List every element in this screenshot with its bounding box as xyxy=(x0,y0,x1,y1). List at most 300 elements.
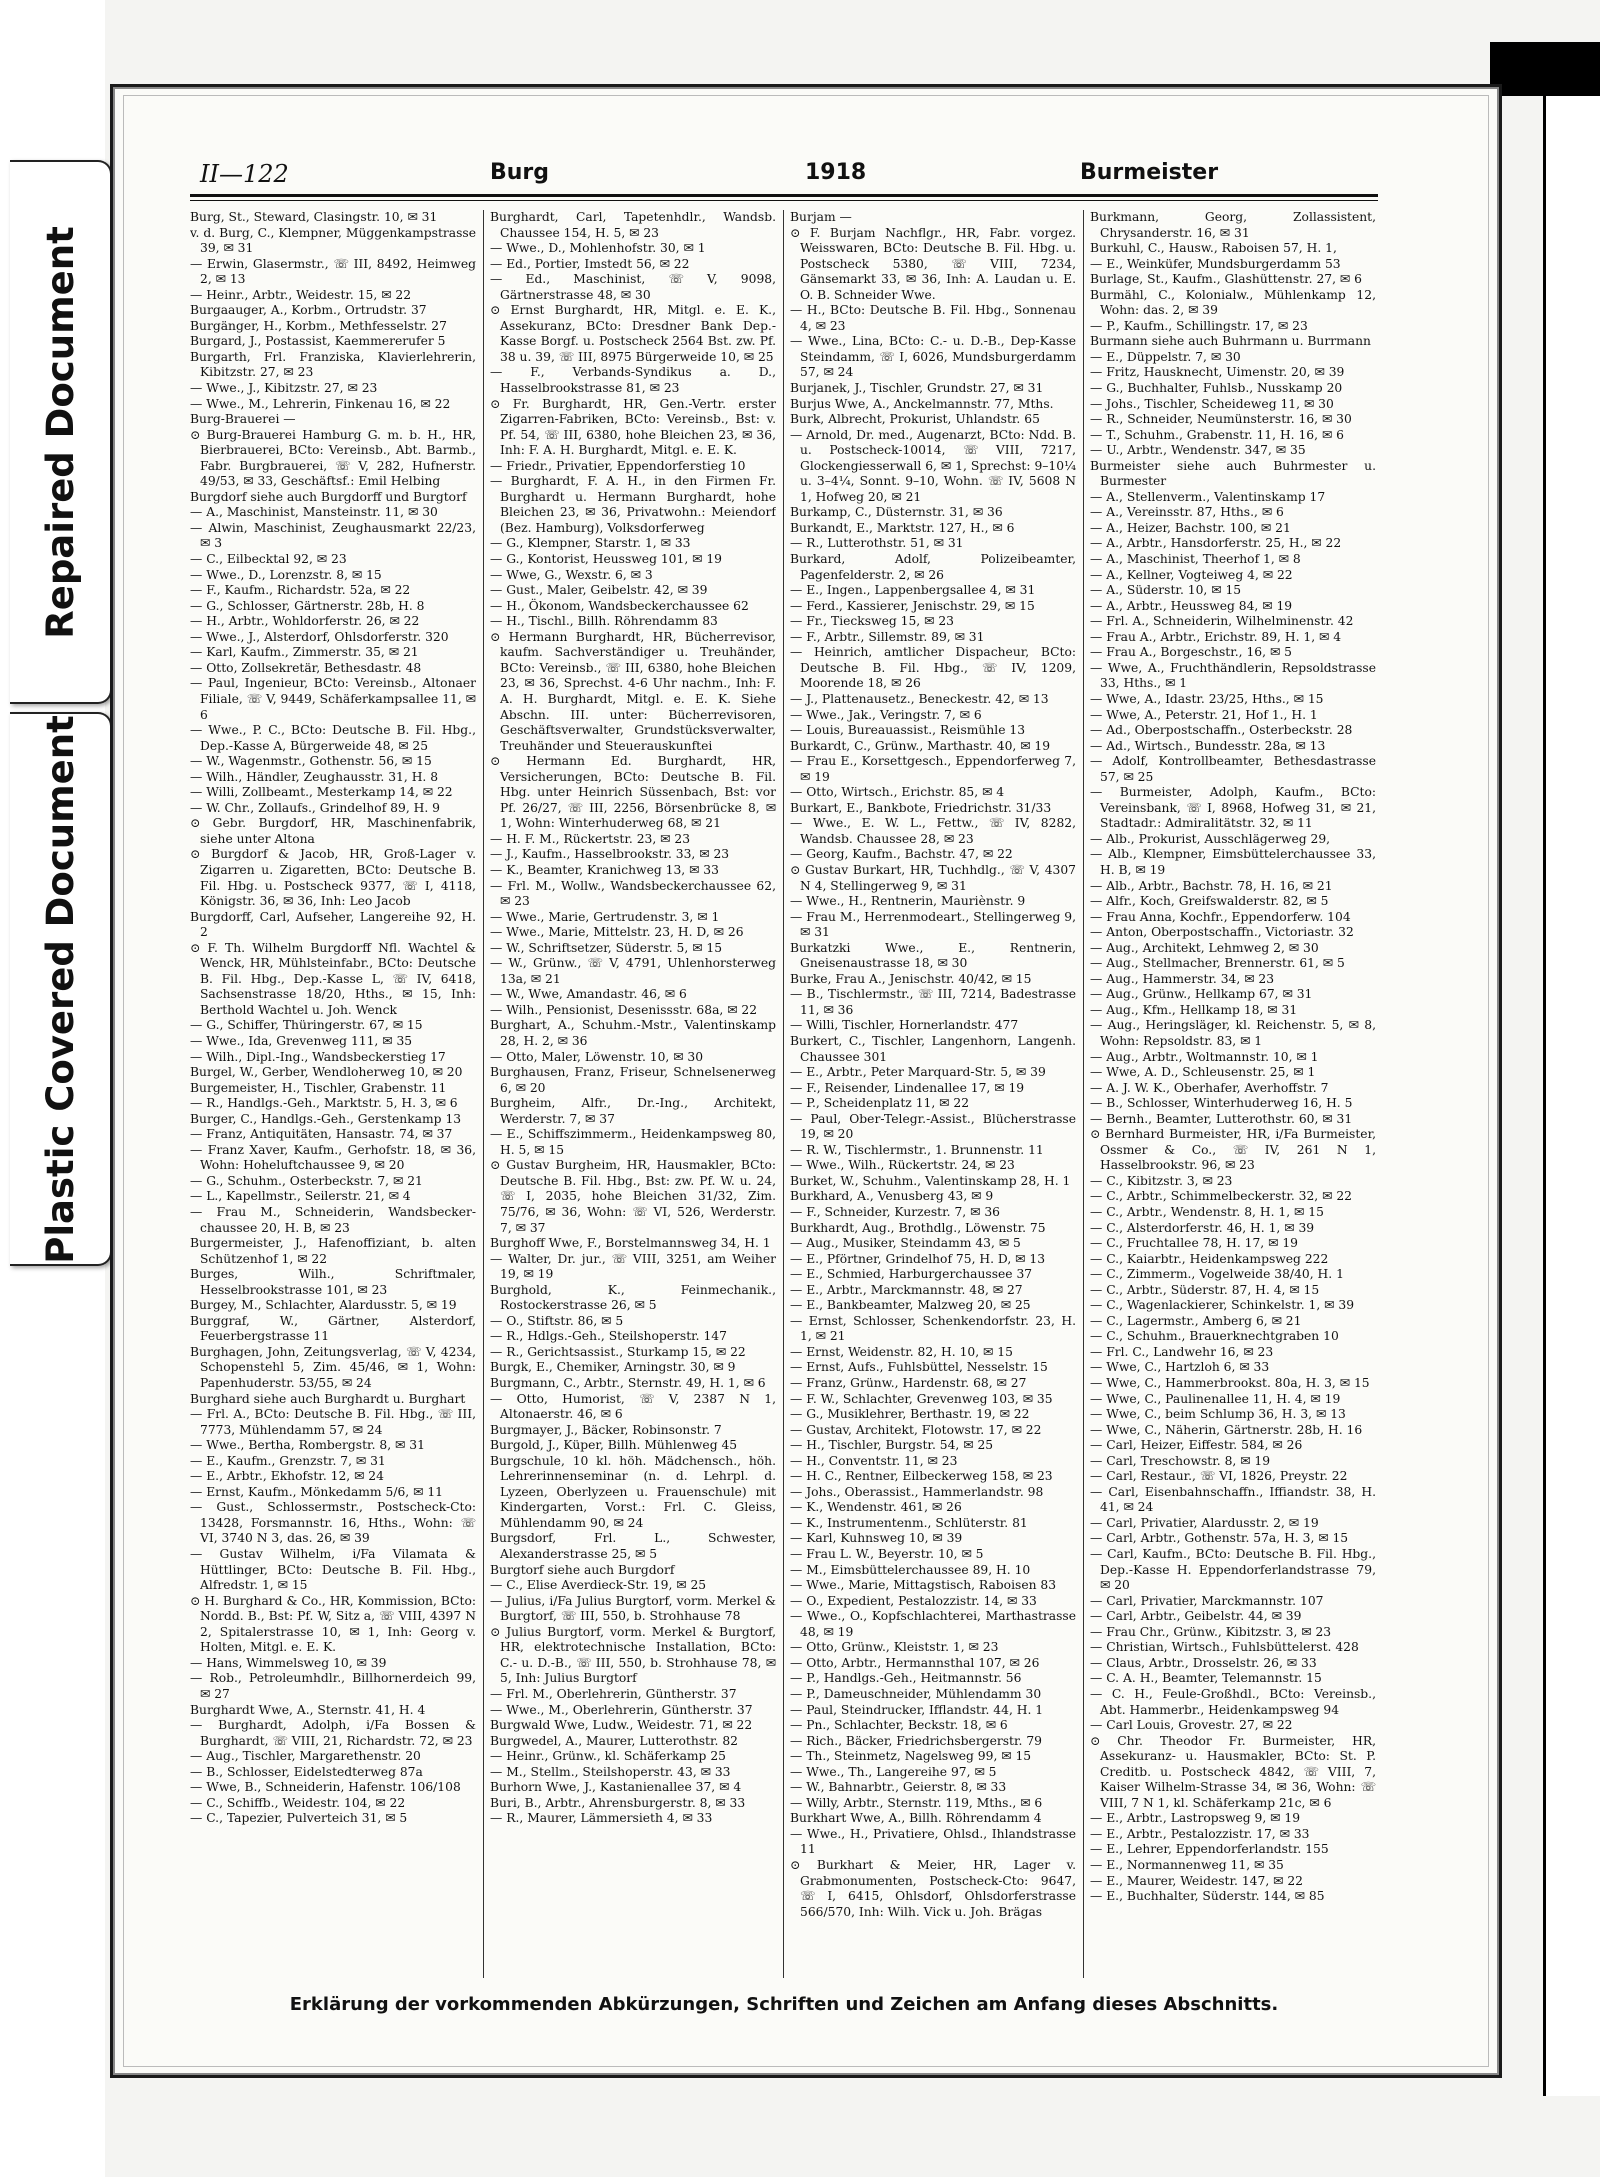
directory-entry: — W., Schriftsetzer, Süderstr. 5, ✉ 15 xyxy=(490,940,723,955)
directory-entry: — A., Süderstr. 10, ✉ 15 xyxy=(1090,583,1242,598)
directory-entry: — Gustav, Architekt, Flotowstr. 17, ✉ 22 xyxy=(790,1422,1042,1437)
directory-entry: ⊙ Burgdorf & Jacob, HR, Groß-Lager v. Zigarren u. Zigaretten, BCto: Deutsche B. Fil. Hbg. u. Postscheck 9377, ☏ I, 4118, Königstr. 36, ✉ 36, Inh: Leo Jacob xyxy=(190,847,476,909)
directory-entry: — F., Kaufm., Richardstr. 52a, ✉ 22 xyxy=(190,583,411,598)
directory-entry: — Pn., Schlachter, Beckstr. 18, ✉ 6 xyxy=(790,1718,1008,1733)
directory-entry: — Burghardt, Adolph, i/Fa Bossen & Burghardt, ☏ VIII, 21, Richardstr. 72, ✉ 23 xyxy=(190,1718,476,1748)
directory-entry: ⊙ Fr. Burghardt, HR, Gen.-Vertr. erster Zigarren-Fabriken, BCto: Vereinsb., Bst: v. Pf. 54, ☏ III, 6380, hohe Bleichen 23, ✉ 36, Inh: F. A. H. Burghardt, Mitgl. e. E. K. xyxy=(490,396,776,458)
directory-entry: — Frau Chr., Grünw., Kibitzstr. 3, ✉ 23 xyxy=(1090,1624,1332,1639)
directory-entry: — C., Alsterdorferstr. 46, H. 1, ✉ 39 xyxy=(1090,1220,1315,1235)
directory-entry: — Hans, Wimmelsweg 10, ✉ 39 xyxy=(190,1655,387,1670)
directory-entry: — Ferd., Kassierer, Jenischstr. 29, ✉ 15 xyxy=(790,598,1035,613)
directory-entry: Burgermeister, J., Hafenoffiziant, b. alten Schützenhof 1, ✉ 22 xyxy=(190,1236,476,1266)
directory-entry: — Alfr., Koch, Greifswalderstr. 82, ✉ 5 xyxy=(1090,894,1329,909)
directory-entry: — Heinr., Grünw., kl. Schäferkamp 25 xyxy=(490,1749,726,1764)
directory-entry: — A., Heizer, Bachstr. 100, ✉ 21 xyxy=(1090,520,1291,535)
directory-entry: — Frl. C., Landwehr 16, ✉ 23 xyxy=(1090,1344,1274,1359)
directory-entry: Burkamp, C., Düsternstr. 31, ✉ 36 xyxy=(790,505,1003,520)
directory-entry: — A., Maschinist, Theerhof 1, ✉ 8 xyxy=(1090,552,1301,567)
directory-entry: — Carl, Privatier, Marckmannstr. 107 xyxy=(1090,1593,1324,1608)
directory-entry: Burkart, E., Bankbote, Friedrichstr. 31/33 xyxy=(790,800,1052,815)
directory-entry: — F., Arbtr., Sillemstr. 89, ✉ 31 xyxy=(790,629,985,644)
directory-entry: — Franz, Antiquitäten, Hansastr. 74, ✉ 37 xyxy=(190,1127,453,1142)
directory-entry: — Carl, Kaufm., BCto: Deutsche B. Fil. Hbg., Dep.-Kasse H. Eppendorferlandstrasse 79, ✉ 20 xyxy=(1090,1547,1376,1593)
directory-entry: — Aug., Stellmacher, Brennerstr. 61, ✉ 5 xyxy=(1090,956,1345,971)
directory-entry: Burghagen, John, Zeitungsverlag, ☏ V, 4234, Schopenstehl 5, Zim. 45/46, ✉ 1, Wohn: Papenhuderstr. 53/55, ✉ 24 xyxy=(190,1344,476,1391)
directory-entry: Burgwedel, A., Maurer, Lutterothstr. 82 xyxy=(490,1733,738,1748)
directory-entry: — E., Schmied, Harburgerchaussee 37 xyxy=(790,1267,1033,1282)
directory-entry: — Burghardt, F. A. H., in den Firmen Fr. Burghardt u. Hermann Burghardt, hohe Bleichen 23, ✉ 36, Privatwohn.: Meiendorf (Bez. Hamburg), Volksdorferweg xyxy=(490,474,776,535)
directory-entry: — C. A. H., Beamter, Telemannstr. 15 xyxy=(1090,1671,1322,1686)
directory-entry: — H. C., Rentner, Eilbeckerweg 158, ✉ 23 xyxy=(790,1469,1053,1484)
directory-entry: — Willi, Tischler, Hornerlandstr. 477 xyxy=(790,1018,1019,1033)
directory-entry: — Carl, Privatier, Alardusstr. 2, ✉ 19 xyxy=(1090,1515,1319,1530)
directory-entry: — Fr., Tiecksweg 15, ✉ 23 xyxy=(790,614,954,629)
directory-entry: Burggraf, W., Gärtner, Alsterdorf, Feuerbergstrasse 11 xyxy=(190,1313,476,1344)
directory-entry: Burjam — xyxy=(790,210,852,224)
directory-entry: — Otto, Wirtsch., Erichstr. 85, ✉ 4 xyxy=(790,785,1005,800)
directory-entry: — Aug., Grünw., Hellkamp 67, ✉ 31 xyxy=(1090,987,1313,1002)
directory-entry: — R., Hdlgs.-Geh., Steilshoperstr. 147 xyxy=(490,1329,727,1344)
directory-entry: — Wwe., Jak., Veringstr. 7, ✉ 6 xyxy=(790,707,982,722)
directory-entry: ⊙ H. Burghard & Co., HR, Kommission, BCto: Nordd. B., Bst: Pf. W, Sitz a, ☏ VIII, 4397 N 2, Spitalerstrasse 10, ✉ 1, Inh: Georg v. Holten, Mitgl. e. E. K. xyxy=(190,1593,476,1655)
directory-entry: — Ed., Maschinist, ☏ V, 9098, Gärtnerstrasse 48, ✉ 30 xyxy=(490,272,776,302)
directory-entry: — Franz Xaver, Kaufm., Gerhofstr. 18, ✉ 36, Wohn: Hoheluftchaussee 9, ✉ 20 xyxy=(190,1142,476,1173)
directory-entry: — Aug., Musiker, Steindamm 43, ✉ 5 xyxy=(790,1236,1021,1251)
directory-entry: — Frau M., Schneiderin, Wandsbecker-chaussee 20, H. B, ✉ 23 xyxy=(190,1205,476,1235)
directory-entry: — A., Arbtr., Heussweg 84, ✉ 19 xyxy=(1090,598,1293,613)
directory-entry: — Otto, Arbtr., Hermannsthal 107, ✉ 26 xyxy=(790,1655,1040,1670)
directory-entry: — Wwe., D., Mohlenhofstr. 30, ✉ 1 xyxy=(490,241,706,256)
directory-entry: — Claus, Arbtr., Drosselstr. 26, ✉ 33 xyxy=(1090,1655,1317,1670)
directory-entry: ⊙ Gebr. Burgdorf, HR, Maschinenfabrik, siehe unter Altona xyxy=(190,816,476,846)
directory-entry: — A., Kellner, Vogteiweg 4, ✉ 22 xyxy=(1090,567,1293,582)
directory-entry: — Anton, Oberpostschaffn., Victoriastr. 32 xyxy=(1090,925,1354,940)
directory-entry: — Th., Steinmetz, Nagelsweg 99, ✉ 15 xyxy=(790,1749,1032,1764)
directory-entry: — Carl, Heizer, Eiffestr. 584, ✉ 26 xyxy=(1090,1438,1303,1453)
directory-entry: Burmähl, C., Kolonialw., Mühlenkamp 12, Wohn: das. 2, ✉ 39 xyxy=(1090,287,1376,318)
directory-entry: Burk, Albrecht, Prokurist, Uhlandstr. 65 xyxy=(790,412,1040,427)
directory-entry: — H., Conventstr. 11, ✉ 23 xyxy=(790,1453,958,1468)
directory-entry: ⊙ Burg-Brauerei Hamburg G. m. b. H., HR, Bierbrauerei, BCto: Vereinsb., Abt. Barmb., Fabr. Burgbrauerei, ☏ V, 282, Hufnerstr. 49/53, ✉ 33, Geschäftsf.: Emil Helbing xyxy=(190,427,476,489)
directory-entry: — G., Buchhalter, Fuhlsb., Nusskamp 20 xyxy=(1090,381,1343,396)
directory-entry: — F., Verbands-Syndikus a. D., Hasselbrookstrasse 81, ✉ 23 xyxy=(490,365,776,396)
repaired-document-tab xyxy=(10,160,112,704)
directory-entry: Burgänger, H., Korbm., Methfesselstr. 27 xyxy=(190,318,447,333)
directory-entry: — Bernh., Beamter, Lutterothstr. 60, ✉ 31 xyxy=(1090,1111,1353,1126)
directory-entry: — P., Kaufm., Schillingstr. 17, ✉ 23 xyxy=(1090,318,1308,333)
directory-entry: — Wwe, C., beim Schlump 36, H. 3, ✉ 13 xyxy=(1090,1407,1346,1422)
scan-edge-right xyxy=(1543,96,1600,2096)
abbreviations-note: Erklärung der vorkommenden Abkürzungen, Schriften und Zeichen am Anfang dieses Abschnitts. xyxy=(289,1994,1279,2015)
directory-entry: ⊙ Hermann Burghardt, HR, Bücherrevisor, kaufm. Sachverständiger u. Treuhänder, BCto: Vereinsb., ☏ III, 6380, hohe Bleichen 23, ✉ 36, Sprechst. 4-6 Uhr nachm., Inh: F. A. H. Burghardt, Mitgl. e. E. K. Siehe Abschn. III. unter: Bücherrevisoren, Geschäftsverwalter, Grundstücksverwalter, Treuhänder und Steuerauskunftei xyxy=(490,629,776,753)
directory-entry: — H., Tischler, Burgstr. 54, ✉ 25 xyxy=(790,1438,994,1453)
directory-entry: — Frau L. W., Beyerstr. 10, ✉ 5 xyxy=(790,1547,984,1562)
directory-entry: — Wwe., D., Lorenzstr. 8, ✉ 15 xyxy=(190,567,382,582)
directory-entry: Burghardt Wwe, A., Sternstr. 41, H. 4 xyxy=(190,1702,426,1717)
directory-entry: Burkuhl, C., Hausw., Raboisen 57, H. 1, xyxy=(1090,241,1337,256)
directory-entry: Burgold, J., Küper, Billh. Mühlenweg 45 xyxy=(490,1438,738,1453)
directory-entry: Burgdorff, Carl, Aufseher, Langereihe 92, H. 2 xyxy=(190,909,476,940)
directory-entry: — M., Eimsbüttelerchaussee 89, H. 10 xyxy=(790,1562,1031,1577)
repaired-document-label: Repaired Document xyxy=(38,225,82,639)
directory-entry: — R. W., Tischlermstr., 1. Brunnenstr. 11 xyxy=(790,1142,1044,1157)
plastic-covered-document-label: Plastic Covered Document xyxy=(38,714,82,1264)
directory-entry: — Carl, Eisenbahnschaffn., Iffiandstr. 38, H. 41, ✉ 24 xyxy=(1090,1484,1376,1515)
directory-entry: — E., Arbtr., Peter Marquard-Str. 5, ✉ 39 xyxy=(790,1065,1046,1080)
directory-entry: — Rob., Petroleumhdlr., Billhornerdeich 99, ✉ 27 xyxy=(190,1671,476,1701)
directory-entry: — R., Lutterothstr. 51, ✉ 31 xyxy=(790,536,964,551)
directory-entry: Burgheim, Alfr., Dr.-Ing., Architekt, Werderstr. 7, ✉ 37 xyxy=(490,1096,776,1126)
directory-entry: — Frl. M., Oberlehrerin, Güntherstr. 37 xyxy=(490,1686,737,1701)
directory-entry: — F., Reisender, Lindenallee 17, ✉ 19 xyxy=(790,1080,1025,1095)
directory-entry: ⊙ Julius Burgtorf, vorm. Merkel & Burgtorf, HR, elektrotechnische Installation, BCto: C.- u. D.-B., ☏ III, 550, b. Strohhause 78, ✉ 5, Inh: Julius Burgtorf xyxy=(490,1624,776,1686)
directory-entry: — E., Düppelstr. 7, ✉ 30 xyxy=(1090,349,1241,364)
column-2 xyxy=(490,210,776,1978)
directory-entry: — Ad., Oberpostschaffn., Osterbeckstr. 28 xyxy=(1090,723,1353,738)
directory-entry: — E., Weinküfer, Mundsburgerdamm 53 xyxy=(1090,256,1341,271)
directory-entry: — Willi, Zollbeamt., Mesterkamp 14, ✉ 22 xyxy=(190,785,453,800)
column-4 xyxy=(1090,210,1376,1978)
directory-entry: — Christian, Wirtsch., Fuhlsbüttelerst. 428 xyxy=(1090,1640,1359,1655)
directory-entry: — Erwin, Glasermstr., ☏ III, 8492, Heimweg 2, ✉ 13 xyxy=(190,256,476,287)
directory-entry: — W. Chr., Zollaufs., Grindelhof 89, H. 9 xyxy=(190,800,440,815)
directory-entry: Burgaauger, A., Korbm., Ortrudstr. 37 xyxy=(190,303,427,318)
header-left-keyword: Burg xyxy=(490,160,550,185)
directory-entry: — Wilh., Dipl.-Ing., Wandsbeckerstieg 17 xyxy=(190,1049,446,1064)
directory-entry: — E., Bankbeamter, Malzweg 20, ✉ 25 xyxy=(790,1298,1031,1313)
directory-entry: — C., Kaiarbtr., Heidenkampsweg 222 xyxy=(1090,1251,1329,1266)
directory-entry: Burmeister siehe auch Buhrmester u. Burmester xyxy=(1090,458,1376,489)
directory-entry: Burkhard, A., Venusberg 43, ✉ 9 xyxy=(790,1189,994,1204)
directory-entry: — C., Kibitzstr. 3, ✉ 23 xyxy=(1090,1173,1233,1188)
directory-entry: — G., Schlosser, Gärtnerstr. 28b, H. 8 xyxy=(190,598,425,613)
directory-entry: — K., Beamter, Kranichweg 13, ✉ 33 xyxy=(490,862,719,877)
directory-entry: — Frau M., Herrenmodeart., Stellingerweg 9, ✉ 31 xyxy=(790,909,1076,940)
directory-entry: — E., Arbtr., Marckmannstr. 48, ✉ 27 xyxy=(790,1282,1023,1297)
directory-entry: — C., Tapezier, Pulverteich 31, ✉ 5 xyxy=(190,1811,408,1826)
directory-entry: — Wwe, A. D., Schleusenstr. 25, ✉ 1 xyxy=(1090,1065,1316,1080)
directory-entry: — Wwe., Ida, Grevenweg 111, ✉ 35 xyxy=(190,1033,413,1048)
directory-entry: — U., Arbtr., Wendenstr. 347, ✉ 35 xyxy=(1090,443,1306,458)
directory-entry: — H., Ökonom, Wandsbeckerchaussee 62 xyxy=(490,598,749,613)
directory-entry: — C., Eilbecktal 92, ✉ 23 xyxy=(190,552,347,567)
directory-entry: — Wwe., Marie, Mittagstisch, Raboisen 83 xyxy=(790,1578,1057,1593)
directory-entry: — Karl, Kaufm., Zimmerstr. 35, ✉ 21 xyxy=(190,645,419,660)
directory-entry: — F. W., Schlachter, Grevenweg 103, ✉ 35 xyxy=(790,1391,1053,1406)
directory-entry: — C. H., Feule-Großhdl., BCto: Vereinsb., Abt. Hammerbr., Heidenkampsweg 94 xyxy=(1090,1686,1376,1717)
directory-entry: — E., Pförtner, Grindelhof 75, H. D, ✉ 13 xyxy=(790,1251,1046,1266)
directory-entry: Burgey, M., Schlachter, Alardusstr. 5, ✉ 19 xyxy=(190,1298,457,1313)
directory-entry: — E., Kaufm., Grenzstr. 7, ✉ 31 xyxy=(190,1453,386,1468)
directory-entry: — C., Lagermstr., Amberg 6, ✉ 21 xyxy=(1090,1313,1302,1328)
page-number: II—122 xyxy=(200,160,289,188)
directory-entry: — E., Arbtr., Ekhofstr. 12, ✉ 24 xyxy=(190,1469,384,1484)
directory-entry: — Aug., Hammerstr. 34, ✉ 23 xyxy=(1090,971,1275,986)
directory-entry: Burkandt, E., Marktstr. 127, H., ✉ 6 xyxy=(790,520,1015,535)
directory-entry: — Gust., Schlossermstr., Postscheck-Cto: 13428, Forsmannstr. 16, Hths., Wohn: ☏ VI, 3740 N 3, das. 26, ✉ 39 xyxy=(190,1500,476,1546)
directory-entry: — E., Maurer, Weidestr. 147, ✉ 22 xyxy=(1090,1873,1303,1888)
directory-entry: ⊙ Gustav Burgheim, HR, Hausmakler, BCto: Deutsche B. Fil. Hbg., Bst: zw. Pf. W. u. 24, ☏ I, 2035, hohe Bleichen 31/32, Zim. 75/76, ✉ 36, Wohn: ☏ VI, 526, Werderstr. 7, ✉ 37 xyxy=(490,1158,776,1235)
directory-entry: — P., Dameuschneider, Mühlendamm 30 xyxy=(790,1686,1042,1701)
directory-entry: — Ernst, Schlosser, Schenkendorfstr. 23, H. 1, ✉ 21 xyxy=(790,1313,1076,1344)
directory-entry: — Wwe., O., Kopfschlachterei, Marthastrasse 48, ✉ 19 xyxy=(790,1609,1076,1639)
directory-entry: Burkard, Adolf, Polizeibeamter, Pagenfelderstr. 2, ✉ 26 xyxy=(790,552,1076,582)
directory-entry: — C., Elise Averdieck-Str. 19, ✉ 25 xyxy=(490,1578,707,1593)
directory-entry: Burkhardt, Aug., Brothdlg., Löwenstr. 75 xyxy=(790,1220,1046,1235)
directory-entry: — Wwe, C., Näherin, Gärtnerstr. 28b, H. 16 xyxy=(1090,1422,1363,1437)
directory-entry: — Franz, Grünw., Hardenstr. 68, ✉ 27 xyxy=(790,1376,1027,1391)
directory-entry: — Aug., Kfm., Hellkamp 18, ✉ 31 xyxy=(1090,1002,1298,1017)
directory-entry: — H., Arbtr., Wohldorferstr. 26, ✉ 22 xyxy=(190,614,420,629)
directory-entry: — G., Schiffer, Thüringerstr. 67, ✉ 15 xyxy=(190,1018,423,1033)
directory-entry: — Paul, Ingenieur, BCto: Vereinsb., Altonaer Filiale, ☏ V, 9449, Schäferkampsallee 11, ✉ 6 xyxy=(190,676,476,722)
directory-entry: v. d. Burg, C., Klempner, Müggenkampstrasse 39, ✉ 31 xyxy=(190,225,476,256)
directory-entry: — W., Wwe, Amandastr. 46, ✉ 6 xyxy=(490,987,687,1002)
directory-entry: — Wwe., M., Oberlehrerin, Güntherstr. 37 xyxy=(490,1702,753,1717)
directory-entry: — A., Vereinsstr. 87, Hths., ✉ 6 xyxy=(1090,505,1284,520)
directory-entry: — Otto, Grünw., Kleiststr. 1, ✉ 23 xyxy=(790,1640,999,1655)
directory-entry: — Burmeister, Adolph, Kaufm., BCto: Vereinsbank, ☏ I, 8968, Hofweg 31, ✉ 21, Stadtadr.: Admiralitätstr. 32, ✉ 11 xyxy=(1090,785,1376,831)
directory-entry: Burkhart Wwe, A., Billh. Röhrendamm 4 xyxy=(790,1811,1042,1826)
directory-entry: Burgel, W., Gerber, Wendloherweg 10, ✉ 20 xyxy=(190,1065,463,1080)
directory-entry: — Otto, Humorist, ☏ V, 2387 N 1, Altonaerstr. 46, ✉ 6 xyxy=(490,1391,776,1422)
directory-entry: — O., Expedient, Pestalozzistr. 14, ✉ 33 xyxy=(790,1593,1037,1608)
directory-entry: — B., Tischlermstr., ☏ III, 7214, Badestrasse 11, ✉ 36 xyxy=(790,987,1076,1017)
directory-entry: — C., Arbtr., Schimmelbeckerstr. 32, ✉ 22 xyxy=(1090,1189,1352,1204)
column-divider xyxy=(483,210,484,1978)
directory-entry: Burg, St., Steward, Clasingstr. 10, ✉ 31 xyxy=(190,210,438,224)
directory-entry: Burjus Wwe, A., Anckelmannstr. 77, Mths. xyxy=(790,396,1054,411)
directory-entry: — Frl. A., BCto: Deutsche B. Fil. Hbg., ☏ III, 7773, Mühlendamm 57, ✉ 24 xyxy=(190,1407,476,1437)
directory-entry: — C., Schiffb., Weidestr. 104, ✉ 22 xyxy=(190,1795,406,1810)
directory-entry: — Wwe., P. C., BCto: Deutsche B. Fil. Hbg., Dep.-Kasse A, Bürgerweide 48, ✉ 25 xyxy=(190,723,476,753)
directory-entry: — Karl, Kuhnsweg 10, ✉ 39 xyxy=(790,1531,963,1546)
directory-entry: — R., Handlgs.-Geh., Marktstr. 5, H. 3, ✉ 6 xyxy=(190,1096,458,1111)
directory-entry: Burghardt, Carl, Tapetenhdlr., Wandsb. Chaussee 154, H. 5, ✉ 23 xyxy=(490,210,776,240)
directory-entry: — W., Bahnarbtr., Geierstr. 8, ✉ 33 xyxy=(790,1780,1007,1795)
directory-entry: ⊙ Burkhart & Meier, HR, Lager v. Grabmonumenten, Postscheck-Cto: 9647, ☏ I, 6415, Ohlsdorf, Ohlsdorferstrasse 566/570, Inh: Wilh. Vick u. Joh. Brägas xyxy=(790,1857,1076,1919)
directory-entry: Burgard, J., Postassist, Kaemmererufer 5 xyxy=(190,334,446,349)
directory-entry: — M., Stellm., Steilshoperstr. 43, ✉ 33 xyxy=(490,1764,731,1779)
directory-entry: — Carl, Restaur., ☏ VI, 1826, Preystr. 22 xyxy=(1090,1469,1348,1484)
directory-entry: — H. F. M., Rückertstr. 23, ✉ 23 xyxy=(490,831,691,846)
directory-entry: ⊙ Ernst Burghardt, HR, Mitgl. e. E. K., Assekuranz, BCto: Dresdner Bank Dep.-Kasse Borgf. u. Postscheck 2564 Bst. zw. Pf. 38 u. 39, ☏ III, 8975 Bürgerweide 10, ✉ 25 xyxy=(490,303,776,364)
directory-entry: Burghoff Wwe, F., Borstelmannsweg 34, H. 1 xyxy=(490,1236,771,1251)
header-right-keyword: Burmeister xyxy=(1080,160,1219,185)
directory-entry: — A., Maschinist, Mansteinstr. 11, ✉ 30 xyxy=(190,505,438,520)
directory-entry: Burgschule, 10 kl. höh. Mädchensch., höh. Lehrerinnenseminar (n. d. Lehrpl. d. Lyzeen, Oberlyzeen u. Frauenschule) mit Kindergarten, Vorst.: Frl. C. Gleiss, Mühlendamm 90, ✉ 24 xyxy=(490,1453,776,1530)
directory-entry: — Wwe, A., Fruchthändlerin, Repsoldstrasse 33, Hths., ✉ 1 xyxy=(1090,660,1376,691)
directory-entry: — Wwe., E. W. L., Fettw., ☏ IV, 8282, Wandsb. Chaussee 28, ✉ 23 xyxy=(790,816,1076,846)
directory-entry: — G., Schuhm., Osterbeckstr. 7, ✉ 21 xyxy=(190,1173,423,1188)
directory-entry: — Frau A., Borgeschstr., 16, ✉ 5 xyxy=(1090,645,1292,660)
directory-entry: — Alb., Prokurist, Ausschlägerweg 29, xyxy=(1090,831,1331,846)
directory-entry: — A., Stellenverm., Valentinskamp 17 xyxy=(1090,489,1326,504)
directory-entry: — Wilh., Händler, Zeughausstr. 31, H. 8 xyxy=(190,769,439,784)
directory-entry: — Fritz, Hausknecht, Uimenstr. 20, ✉ 39 xyxy=(1090,365,1345,380)
directory-entry: ⊙ Chr. Theodor Fr. Burmeister, HR, Assekuranz- u. Hausmakler, BCto: St. P. Creditb. u. Postscheck 4842, ☏ VIII, 7, Kaiser Wilhelm-Strasse 34, ✉ 36, Wohn: ☏ VIII, 7 N 1, kl. Schäferkamp 21c, ✉ 6 xyxy=(1090,1733,1376,1810)
directory-entry: Burgtorf siehe auch Burgdorf xyxy=(490,1562,675,1577)
directory-entry: Burghard siehe auch Burghardt u. Burghart xyxy=(190,1391,466,1406)
directory-entry: — Rich., Bäcker, Friedrichsbergerstr. 79 xyxy=(790,1733,1042,1748)
directory-entry: — Alb., Klempner, Eimsbüttelerchaussee 33, H. B, ✉ 19 xyxy=(1090,847,1376,877)
directory-entry: — Wwe, C., Hammerbrookst. 80a, H. 3, ✉ 15 xyxy=(1090,1376,1370,1391)
directory-entry: Burghausen, Franz, Friseur, Schnelsenerweg 6, ✉ 20 xyxy=(490,1065,776,1095)
directory-entry: — Arnold, Dr. med., Augenarzt, BCto: Ndd. B. u. Postscheck-10014, ☏ VIII, 7217, Glockengiesserwall 6, ✉ 1, Sprechst: 9–10¼ u. 3–4¼, Sonnt. 9–10, Wohn. ☏ IV, 5608 N 1, Hofweg 20, ✉ 21 xyxy=(790,427,1076,504)
directory-entry: — Gust., Maler, Geibelstr. 42, ✉ 39 xyxy=(490,583,708,598)
directory-entry: — O., Stiftstr. 86, ✉ 5 xyxy=(490,1313,624,1328)
directory-entry: Burgmann, C., Arbtr., Sternstr. 49, H. 1, ✉ 6 xyxy=(490,1376,766,1391)
directory-entry: — W., Grünw., ☏ V, 4791, Uhlenhorsterweg 13a, ✉ 21 xyxy=(490,956,776,986)
directory-entry: — C., Arbtr., Wendenstr. 8, H. 1, ✉ 15 xyxy=(1090,1205,1324,1219)
directory-entry: Burkert, C., Tischler, Langenhorn, Langenh. Chaussee 301 xyxy=(790,1033,1076,1064)
directory-entry: — Ed., Portier, Imstedt 56, ✉ 22 xyxy=(490,256,690,271)
directory-entry: — H., BCto: Deutsche B. Fil. Hbg., Sonnenau 4, ✉ 23 xyxy=(790,303,1076,333)
directory-entry: — Ernst, Kaufm., Mönkedamm 5/6, ✉ 11 xyxy=(190,1484,443,1499)
directory-entry: — E., Buchhalter, Süderstr. 144, ✉ 85 xyxy=(1090,1889,1325,1904)
directory-entry: — R., Schneider, Neumünsterstr. 16, ✉ 30 xyxy=(1090,412,1352,427)
directory-entry: — Wwe., Marie, Mittelstr. 23, H. D, ✉ 26 xyxy=(490,925,744,940)
directory-entry: Burmann siehe auch Buhrmann u. Burrmann xyxy=(1090,334,1371,349)
directory-entry: — G., Kontorist, Heussweg 101, ✉ 19 xyxy=(490,552,722,567)
directory-entry: — Wwe., Lina, BCto: C.- u. D.-B., Dep-Kasse Steindamm, ☏ I, 6026, Mundsburgerdamm 57, ✉ 24 xyxy=(790,334,1076,380)
directory-entry: — Frl. A., Schneiderin, Wilhelminenstr. 42 xyxy=(1090,614,1354,629)
directory-entry: — K., Wendenstr. 461, ✉ 26 xyxy=(790,1500,962,1515)
directory-entry: Burges, Wilh., Schriftmaler, Hesselbrookstrasse 101, ✉ 23 xyxy=(190,1267,476,1297)
directory-entry: — G., Klempner, Starstr. 1, ✉ 33 xyxy=(490,536,691,551)
header-year: 1918 xyxy=(805,160,867,185)
directory-entry: — Wwe., H., Rentnerin, Mauriènstr. 9 xyxy=(790,894,1026,909)
directory-entry: ⊙ F. Th. Wilhelm Burgdorff Nfl. Wachtel & Wenck, HR, Mühlsteinfabr., BCto: Deutsche B. Fil. Hbg., Dep.-Kasse L, ☏ IV, 6418, Sachsenstrasse 18/20, Hths., ✉ 15, Inh: Berthold Wachtel u. Joh. Wenck xyxy=(190,940,476,1017)
directory-entry: Burke, Frau A., Jenischstr. 40/42, ✉ 15 xyxy=(790,971,1032,986)
directory-entry: — Ernst, Weidenstr. 82, H. 10, ✉ 15 xyxy=(790,1344,1013,1359)
directory-entry: — Wwe, B., Schneiderin, Hafenstr. 106/108 xyxy=(190,1780,461,1795)
column-1 xyxy=(190,210,476,1978)
directory-entry: — Paul, Ober-Telegr.-Assist., Blücherstrasse 19, ✉ 20 xyxy=(790,1111,1076,1142)
column-divider xyxy=(783,210,784,1978)
plastic-covered-document-tab xyxy=(10,712,112,1266)
directory-entry: — Alb., Arbtr., Bachstr. 78, H. 16, ✉ 21 xyxy=(1090,878,1333,893)
directory-entry: Burkardt, C., Grünw., Marthastr. 40, ✉ 19 xyxy=(790,738,1051,753)
directory-entry: — W., Wagenmstr., Gothenstr. 56, ✉ 15 xyxy=(190,754,432,769)
directory-entry: — Wwe., Marie, Gertrudenstr. 3, ✉ 1 xyxy=(490,909,720,924)
directory-entry: — C., Wagenlackierer, Schinkelstr. 1, ✉ 39 xyxy=(1090,1298,1355,1313)
directory-entry: — E., Arbtr., Lastropsweg 9, ✉ 19 xyxy=(1090,1811,1301,1826)
directory-entry: — Ernst, Aufs., Fuhlsbüttel, Nesselstr. 15 xyxy=(790,1360,1048,1375)
directory-entry: — Carl, Treschowstr. 8, ✉ 19 xyxy=(1090,1453,1271,1468)
directory-entry: — C., Fruchtallee 78, H. 17, ✉ 19 xyxy=(1090,1236,1298,1251)
directory-entry: — K., Instrumentenm., Schlüterstr. 81 xyxy=(790,1515,1028,1530)
directory-entry: — Aug., Tischler, Margarethenstr. 20 xyxy=(190,1749,421,1764)
directory-entry: — Gustav Wilhelm, i/Fa Vilamata & Hüttlinger, BCto: Deutsche B. Fil. Hbg., Alfredstr. 1, ✉ 15 xyxy=(190,1547,476,1593)
page-header xyxy=(200,160,1368,190)
directory-entry: — E., Ingen., Lappenbergsallee 4, ✉ 31 xyxy=(790,583,1036,598)
directory-entry: — Friedr., Privatier, Eppendorferstieg 10 xyxy=(490,458,746,473)
directory-entry: — C., Arbtr., Süderstr. 87, H. 4, ✉ 15 xyxy=(1090,1282,1320,1297)
directory-entry: — J., Kaufm., Hasselbrookstr. 33, ✉ 23 xyxy=(490,847,730,862)
directory-entry: Burghold, K., Feinmechanik., Rostockerstrasse 26, ✉ 5 xyxy=(490,1282,776,1313)
directory-entry: Burhorn Wwe, J., Kastanienallee 37, ✉ 4 xyxy=(490,1780,742,1795)
directory-entry: — Wwe., J., Alsterdorf, Ohlsdorferstr. 320 xyxy=(190,629,449,644)
directory-entry: — C., Schuhm., Brauerknechtgraben 10 xyxy=(1090,1329,1339,1344)
directory-entry: — Johs., Oberassist., Hammerlandstr. 98 xyxy=(790,1484,1044,1499)
directory-entry: — Ad., Wirtsch., Bundesstr. 28a, ✉ 13 xyxy=(1090,738,1326,753)
directory-entry: — Heinr., Arbtr., Weidestr. 15, ✉ 22 xyxy=(190,287,412,302)
directory-entry: — R., Gerichtsassist., Sturkamp 15, ✉ 22 xyxy=(490,1344,746,1359)
directory-entry: — Wwe., Bertha, Rombergstr. 8, ✉ 31 xyxy=(190,1438,425,1453)
directory-entry: — Georg, Kaufm., Bachstr. 47, ✉ 22 xyxy=(790,847,1013,862)
directory-entry: — P., Scheidenplatz 11, ✉ 22 xyxy=(790,1096,970,1111)
directory-entry: — H., Tischl., Billh. Röhrendamm 83 xyxy=(490,614,718,629)
directory-entry: — Walter, Dr. jur., ☏ VIII, 3251, am Weiher 19, ✉ 19 xyxy=(490,1251,776,1282)
directory-entry: — G., Musiklehrer, Berthastr. 19, ✉ 22 xyxy=(790,1407,1030,1422)
directory-entry: — Frl. M., Wollw., Wandsbeckerchaussee 62, ✉ 23 xyxy=(490,878,776,909)
directory-entry: Burket, W., Schuhm., Valentinskamp 28, H. 1 xyxy=(790,1173,1071,1188)
directory-entry: Burgk, E., Chemiker, Arningstr. 30, ✉ 9 xyxy=(490,1360,736,1375)
directory-entry: — Wwe, C., Hartzloh 6, ✉ 33 xyxy=(1090,1360,1270,1375)
directory-entry: — C., Zimmerm., Vogelweide 38/40, H. 1 xyxy=(1090,1267,1344,1282)
directory-entry: — B., Schlosser, Eidelstedterweg 87a xyxy=(190,1764,423,1779)
directory-entry: — A., Arbtr., Hansdorferstr. 25, H., ✉ 22 xyxy=(1090,536,1342,551)
directory-entry: — Paul, Steindrucker, Ifflandstr. 44, H. 1 xyxy=(790,1702,1044,1717)
directory-entry: — Louis, Bureauassist., Reismühle 13 xyxy=(790,723,1026,738)
directory-entry: — R., Maurer, Lämmersieth 4, ✉ 33 xyxy=(490,1811,713,1826)
directory-entry: Burgwald Wwe, Ludw., Weidestr. 71, ✉ 22 xyxy=(490,1718,753,1733)
directory-entry: — J., Plattenausetz., Beneckestr. 42, ✉ 13 xyxy=(790,691,1049,706)
directory-entry: — Frau Anna, Kochfr., Eppendorferw. 104 xyxy=(1090,909,1351,924)
directory-entry: — Otto, Zollsekretär, Bethesdastr. 48 xyxy=(190,660,422,675)
directory-entry: — Adolf, Kontrollbeamter, Bethesdastrasse 57, ✉ 25 xyxy=(1090,754,1376,784)
directory-entry: Burgsdorf, Frl. L., Schwester, Alexanderstrasse 25, ✉ 5 xyxy=(490,1531,776,1562)
directory-entry: — F., Schneider, Kurzestr. 7, ✉ 36 xyxy=(790,1205,1000,1219)
directory-entry: — E., Lehrer, Eppendorferlandstr. 155 xyxy=(1090,1842,1329,1857)
directory-entry: — Aug., Architekt, Lehmweg 2, ✉ 30 xyxy=(1090,940,1319,955)
directory-entry: — Carl, Arbtr., Geibelstr. 44, ✉ 39 xyxy=(1090,1609,1302,1624)
directory-entry: — Wwe., M., Lehrerin, Finkenau 16, ✉ 22 xyxy=(190,396,451,411)
directory-entry: — Aug., Arbtr., Woltmannstr. 10, ✉ 1 xyxy=(1090,1049,1319,1064)
directory-entry: — T., Schuhm., Grabenstr. 11, H. 16, ✉ 6 xyxy=(1090,427,1344,442)
directory-entry: ⊙ Gustav Burkart, HR, Tuchhdlg., ☏ V, 4307 N 4, Stellingerweg 9, ✉ 31 xyxy=(790,862,1076,893)
directory-entry: — E., Schiffszimmerm., Heidenkampsweg 80, H. 5, ✉ 15 xyxy=(490,1127,776,1157)
directory-entry: — Wwe, C., Paulinenallee 11, H. 4, ✉ 19 xyxy=(1090,1391,1341,1406)
directory-entry: — L., Kapellmstr., Seilerstr. 21, ✉ 4 xyxy=(190,1189,411,1204)
directory-entry: — Otto, Maler, Löwenstr. 10, ✉ 30 xyxy=(490,1049,704,1064)
directory-entry: — Carl, Arbtr., Gothenstr. 57a, H. 3, ✉ 15 xyxy=(1090,1531,1349,1546)
directory-entry: — Frau A., Arbtr., Erichstr. 89, H. 1, ✉ 4 xyxy=(1090,629,1342,644)
directory-entry: — Alwin, Maschinist, Zeughausmarkt 22/23, ✉ 3 xyxy=(190,520,476,551)
directory-entry: — P., Handlgs.-Geh., Heitmannstr. 56 xyxy=(790,1671,1022,1686)
header-rule xyxy=(190,194,1378,197)
directory-entry: — E., Arbtr., Pestalozzistr. 17, ✉ 33 xyxy=(1090,1826,1310,1841)
directory-entry: ⊙ Hermann Ed. Burghardt, HR, Versicherungen, BCto: Deutsche B. Fil. Hbg. unter Heinrich Süssenbach, Bst: vor Pf. 26/27, ☏ III, 2256, Börsenbrücke 8, ✉ 1, Wohn: Winterhuderweg 68, ✉ 21 xyxy=(490,754,776,831)
directory-entry: Burlage, St., Kaufm., Glashüttenstr. 27, ✉ 6 xyxy=(1090,272,1362,287)
directory-entry: — Frau E., Korsettgesch., Eppendorferweg 7, ✉ 19 xyxy=(790,754,1076,784)
directory-entry: Burger, C., Handlgs.-Geh., Gerstenkamp 13 xyxy=(190,1111,462,1126)
directory-entry: — Wwe., Wilh., Rückertstr. 24, ✉ 23 xyxy=(790,1158,1015,1173)
directory-entry: Burkatzki Wwe., E., Rentnerin, Gneisenaustrasse 18, ✉ 30 xyxy=(790,940,1076,971)
directory-entry: — Wwe, G., Wexstr. 6, ✉ 3 xyxy=(490,567,653,582)
directory-entry: — Wwe., J., Kibitzstr. 27, ✉ 23 xyxy=(190,381,378,396)
directory-entry: Burghart, A., Schuhm.-Mstr., Valentinskamp 28, H. 2, ✉ 36 xyxy=(490,1018,776,1048)
directory-entry: — B., Schlosser, Winterhuderweg 16, H. 5 xyxy=(1090,1096,1353,1111)
directory-entry: Burgarth, Frl. Franziska, Klavierlehrerin, Kibitzstr. 27, ✉ 23 xyxy=(190,349,476,380)
directory-entry: Burkmann, Georg, Zollassistent, Chrysanderstr. 16, ✉ 31 xyxy=(1090,210,1376,240)
header-rule-thin xyxy=(190,200,1378,201)
column-3 xyxy=(790,210,1076,1978)
directory-entry: — A. J. W. K., Oberhafer, Averhoffstr. 7 xyxy=(1090,1080,1329,1095)
directory-entry: — Julius, i/Fa Julius Burgtorf, vorm. Merkel & Burgtorf, ☏ III, 550, b. Strohhause 78 xyxy=(490,1593,776,1624)
directory-entry: — Wwe, A., Idastr. 23/25, Hths., ✉ 15 xyxy=(1090,691,1324,706)
